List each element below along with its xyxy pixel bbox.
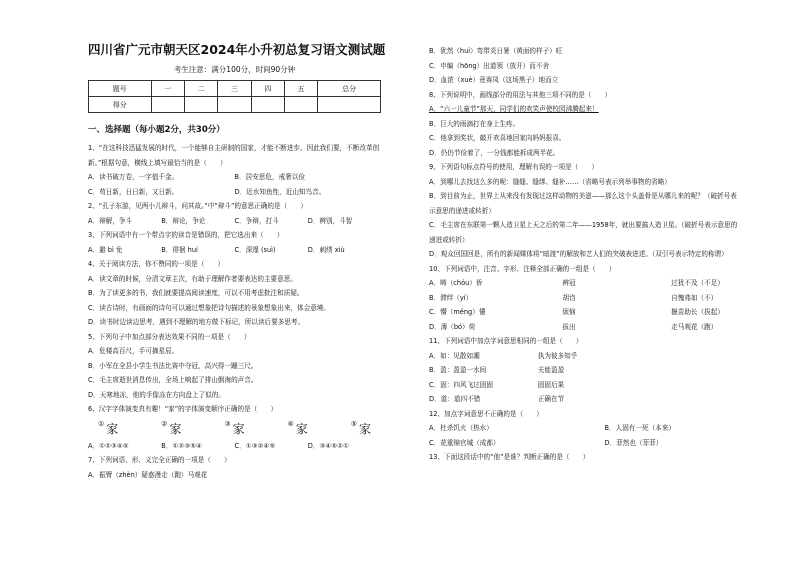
- option: A．危楼高百尺，手可摘星辰。: [88, 347, 179, 355]
- option: A．杜杀饥火（热水）: [429, 424, 493, 432]
- option: 胡诌: [562, 293, 576, 302]
- question-line: 1、“在这科技迅猛发展的时代，一个能够自主研制的国家，才能不断进步。因此我们要，不断改革创: [88, 144, 380, 152]
- option: B．人固有一死（本来）: [604, 424, 675, 432]
- option: C．懵（měng）懂: [429, 308, 486, 316]
- option: D．近水知鱼性，近山知鸟音。: [234, 187, 326, 196]
- option: B．犹然（huì）弯带炎日暑（黄面的样子）旺: [429, 47, 563, 55]
- score-header-cell: 三: [218, 81, 251, 97]
- option-row: [429, 291, 780, 306]
- option-row: [429, 276, 780, 291]
- glyph-evolution-row: [88, 417, 381, 439]
- option: 拔出: [562, 322, 576, 331]
- option-row: [88, 170, 381, 185]
- option: 关能盈盈: [537, 366, 565, 374]
- ancient-glyph-icon: 家: [106, 422, 119, 436]
- option: 执为彼多知乎: [537, 351, 578, 360]
- option: C．①③②④⑤: [234, 441, 276, 450]
- option: A．读文章的时候，分清文章主次，有助于理解作者要表达的主要意思。: [88, 274, 297, 283]
- score-cell: [151, 97, 184, 113]
- score-cell: [218, 97, 251, 113]
- option-row: [429, 305, 780, 320]
- option: D．观众回国回是，所有的新闻媒体将“暗渡”的解放和艺人们的突破表进述。（双引号表示特定的称谓）: [429, 250, 728, 258]
- glyph-number: ⑤: [350, 420, 357, 428]
- option: A．①②③④⑤: [88, 441, 129, 450]
- option: B．辩论，争论: [161, 216, 206, 225]
- option: B．小军在全县小学生书法比赛中夺冠，高兴得一蹦三尺。: [88, 361, 258, 370]
- question-line: 12、加点字词意思不正确的是（ ）: [429, 409, 543, 418]
- option: D．仍仍节俭着了，一分钱都能拆成两半花。: [429, 148, 560, 157]
- option: C．他拿到奖状，敲开欢喜地回家向妈妈报喜。: [429, 134, 566, 142]
- option: 示意思的递进或转折）: [429, 206, 495, 215]
- question-line: 13、下面这段话中的“他”是谁？判断正确的是（ ）: [429, 453, 590, 461]
- glyph-number: ①: [98, 420, 105, 428]
- question-line: 5、下列句子中加点部分表达效果不同的一项是（ ）: [88, 332, 251, 341]
- option: B．滞绊（yí）: [429, 293, 473, 302]
- ancient-glyph-icon: 家: [358, 422, 371, 436]
- option-row: [88, 439, 381, 454]
- glyph-number: ③: [224, 420, 231, 428]
- question-line: 7、下列词语、形、义完全正确的一项是（ ）: [88, 456, 231, 464]
- score-header-cell: 总分: [318, 81, 381, 97]
- page-title: 四川省广元市朝天区2024年小升初总复习语文测试题: [88, 42, 386, 57]
- option: A．辩解，争斗: [88, 216, 133, 225]
- option: A．振臂（zhèn）疑惑漫走（跑）马观花: [88, 470, 208, 479]
- section-title: 一、选择题（每小题2分，共30分）: [88, 125, 225, 135]
- option: B．为了读更多的书，我们就要提高阅读速度，可以不用考虑批注和质疑。: [88, 289, 304, 297]
- score-header-cell: 四: [251, 81, 284, 97]
- option: D．菲然也（菲菲）: [604, 438, 663, 447]
- option: C．毛主席逝世消息传出，全场上响起了排山倒海的声音。: [88, 376, 258, 384]
- option-row: [429, 320, 780, 335]
- option: D．③④⑤②①: [307, 441, 349, 450]
- option: A．读书破万卷，一字值千金。: [88, 173, 179, 181]
- glyph-number: ②: [161, 420, 168, 428]
- question-line: 11、下列词语中加点字词意思相同的一组是（ ）: [429, 337, 583, 345]
- option: 揠苗助长（拔起）: [671, 308, 724, 316]
- option: A．“六一儿童节”那天，同学们的欢笑声使校园沸腾起来！: [429, 105, 599, 113]
- option: D．血浓（xuè）竟赛凤（这场黑子）地而立: [429, 76, 559, 84]
- option-row: [429, 392, 647, 407]
- score-row-label: 得分: [89, 97, 152, 113]
- option: C．毛主席在东联第一颗人造卫星上天之后的第二年——1958年，就出要搞人造卫星。（破折号表示意思的: [429, 221, 738, 229]
- option: B．巨大的雨滴打在身上生疼。: [429, 119, 520, 128]
- question-line: 8、下列说明中，画线部分的用法与其他三项不同的是（ ）: [429, 90, 612, 99]
- option: 固固后果: [537, 380, 565, 389]
- option: C．申编（hōng）出道领（放开）而不舍: [429, 61, 550, 70]
- score-header-cell: 题号: [89, 81, 152, 97]
- option: A．到哪儿去找这么多的呢：缝缝、缝绑、缝补……（省略号表示列举事物的省略）: [429, 177, 671, 186]
- score-header-cell: 五: [285, 81, 318, 97]
- option: A．畴（chóu）侨: [429, 279, 483, 287]
- right-page: [397, 0, 794, 562]
- score-cell: [251, 97, 284, 113]
- option: B．徘徊 huí: [161, 245, 198, 254]
- question-line: 10、下列词语中，注音、字形、注释全部正确的一组是（ ）: [429, 264, 616, 273]
- exam-note: 考生注意：满分100分，时间90分钟: [173, 65, 296, 74]
- option: B．居安思危，戒奢以俭: [234, 173, 305, 181]
- option: D．道：道四不错: [429, 395, 481, 403]
- glyph-item: [98, 420, 118, 437]
- option-row: [429, 436, 780, 451]
- option: B．到目前为止，世界上从来没有发现过这样动物的美滋——那么这个头盖骨是从哪儿来的呢？（破折号表: [429, 192, 737, 200]
- score-header-cell: 一: [151, 81, 184, 97]
- option: C．固：四风飞过固固: [429, 380, 493, 389]
- option: D．读书时边读边思考，遇到不理解的地方做下标记，所以读后要多思考。: [88, 318, 305, 326]
- option: C．读古诗时，有画面的诗句可以通过想象把诗句描述的景象想象出来，体会意境。: [88, 303, 330, 312]
- option: D．天寒地冻，他的手像冻在方向盘上了似的。: [88, 390, 225, 399]
- option: 烦恼: [562, 308, 576, 316]
- question-line: 2、“孔子东游，见两小儿辩斗，问其故。”中“辩斗”的意思正确的是（ ）: [88, 202, 307, 210]
- glyph-item: [224, 420, 244, 437]
- option: D．薄（bó）荷: [429, 322, 476, 331]
- option-row: [88, 214, 381, 229]
- glyph-item: [351, 420, 371, 437]
- ancient-glyph-icon: 家: [295, 422, 308, 436]
- question-line: 4、关于阅读方法，你不赞同的一项是（ ）: [88, 260, 225, 268]
- option-row: [429, 421, 780, 436]
- option: D．刺绣 xiù: [307, 245, 345, 254]
- option-row: [88, 185, 381, 200]
- option: A．如：见散如潮: [429, 351, 480, 360]
- option: D．辨别，斗智: [307, 216, 353, 225]
- option: 正确在节: [537, 395, 565, 403]
- score-table-score-row: [89, 97, 381, 113]
- score-cell: [285, 97, 318, 113]
- question-line: 6、汉字字体演变真有趣！“家”的字体演变顺序正确的是（ ）: [88, 405, 278, 413]
- ancient-glyph-icon: 家: [169, 422, 182, 436]
- option: 辨冠: [562, 279, 576, 287]
- score-table-header-row: [89, 81, 381, 97]
- option: C．苟日新，日日新，又日新。: [88, 187, 179, 196]
- option-row: [429, 378, 647, 393]
- option-row: [429, 349, 647, 364]
- option-row: [429, 363, 647, 378]
- question-line: 新。”根据句意，横线上填写最恰当的是（ ）: [88, 158, 227, 167]
- option: 过犹不及（不足）: [671, 279, 724, 287]
- option: C．争辩，打斗: [234, 216, 279, 225]
- glyph-number: ④: [287, 420, 294, 428]
- option: A．避 bì 免: [88, 245, 123, 254]
- option: 走马观花（跑）: [671, 322, 718, 331]
- option: B．盈：盈盈一水间: [429, 366, 487, 374]
- option: C．花重锦官城（成都）: [429, 438, 500, 447]
- ancient-glyph-icon: 家: [232, 422, 245, 436]
- option: C．深邃 (suì): [234, 245, 276, 254]
- option: B．①②③⑤④: [161, 441, 202, 450]
- glyph-item: [288, 420, 308, 437]
- score-table: [88, 80, 381, 113]
- question-line: 9、下列语句标点符号的使用，理解有误的一项是（ ）: [429, 163, 599, 171]
- glyph-item: [161, 420, 181, 437]
- score-header-cell: 二: [184, 81, 217, 97]
- score-cell: [318, 97, 381, 113]
- option: 自愧弗如（不）: [671, 293, 718, 302]
- question-line: 3、下列词语中有一个带点字的读音是错误的，把它选出来（ ）: [88, 231, 284, 239]
- option-row: [88, 243, 381, 258]
- score-cell: [184, 97, 217, 113]
- option: 递进或转折）: [429, 235, 469, 244]
